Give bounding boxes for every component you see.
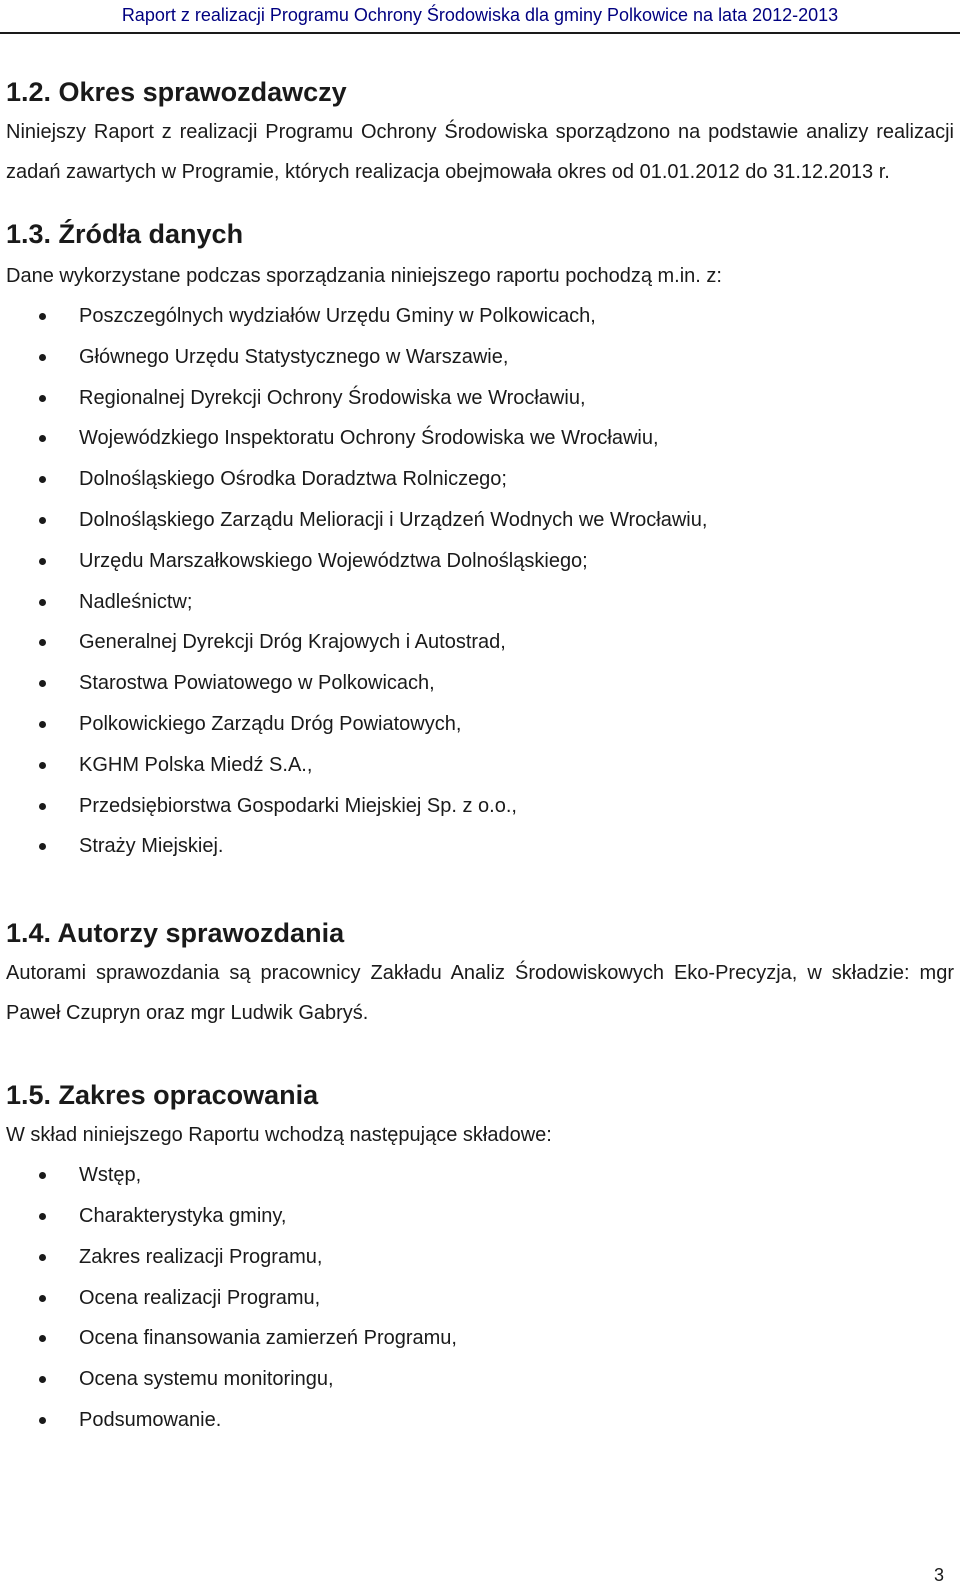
- scope-list: [6, 1155, 954, 1441]
- section-period-paragraph: Niniejszy Raport z realizacji Programu Ochrony Środowiska sporządzono na podstawie analizy realizacji zadań zawartych w Programie, których realizacja obejmowała okres od 01.01.2012 do 31.12.2013 r.: [6, 121, 954, 183]
- list-item: [6, 378, 954, 419]
- section-scope-intro: W skład niniejszego Raportu wchodzą następujące składowe:: [6, 1124, 552, 1147]
- list-item-text: Regionalnej Dyrekcji Ochrony Środowiska we Wrocławiu,: [79, 386, 586, 409]
- list-item: [6, 337, 954, 378]
- list-item: [6, 622, 954, 663]
- bullet-icon: [39, 639, 46, 646]
- list-item: [6, 418, 954, 459]
- list-item: [6, 786, 954, 827]
- list-item-text: Poszczególnych wydziałów Urzędu Gminy w Polkowicach,: [79, 305, 596, 327]
- list-item: [6, 663, 954, 704]
- bullet-icon: [39, 1172, 46, 1179]
- list-item-text: Starostwa Powiatowego w Polkowicach,: [79, 672, 435, 695]
- bullet-icon: [39, 476, 46, 483]
- bullet-icon: [39, 395, 46, 402]
- list-item: [6, 1318, 954, 1359]
- bullet-icon: [39, 680, 46, 687]
- list-item-text: Urzędu Marszałkowskiego Województwa Dolnośląskiego;: [79, 549, 588, 572]
- list-item: [6, 459, 954, 500]
- list-item-text: Podsumowanie.: [79, 1408, 222, 1431]
- list-item: [6, 1237, 954, 1278]
- bullet-icon: [39, 762, 46, 769]
- list-item-text: Generalnej Dyrekcji Dróg Krajowych i Autostrad,: [79, 631, 506, 654]
- list-item-text: KGHM Polska Miedź S.A.,: [79, 753, 313, 776]
- list-item: [6, 1278, 954, 1319]
- list-item-text: Nadleśnictw;: [79, 590, 193, 613]
- list-item: [6, 1155, 954, 1196]
- bullet-icon: [39, 354, 46, 361]
- page-content: [6, 72, 954, 1441]
- section-authors-paragraph: Autorami sprawozdania są pracownicy Zakładu Analiz Środowiskowych Eko-Precyzja, w składzie: mgr Paweł Czupryn oraz mgr Ludwik Gabryś.: [6, 962, 954, 1025]
- list-item: [6, 826, 954, 867]
- list-item-text: Dolnośląskiego Ośrodka Doradztwa Rolniczego;: [79, 468, 507, 491]
- bullet-icon: [39, 558, 46, 565]
- list-item: [6, 745, 954, 786]
- bullet-icon: [39, 1376, 46, 1383]
- list-item-text: Ocena systemu monitoringu,: [79, 1368, 334, 1391]
- bullet-icon: [39, 517, 46, 524]
- list-item: [6, 1196, 954, 1237]
- section-sources-intro: Dane wykorzystane podczas sporządzania niniejszego raportu pochodzą m.in. z:: [6, 265, 722, 287]
- bullet-icon: [39, 313, 46, 320]
- list-item: [6, 500, 954, 541]
- list-item-text: Straży Miejskiej.: [79, 835, 224, 858]
- bullet-icon: [39, 1254, 46, 1261]
- section-authors-heading: 1.4. Autorzy sprawozdania: [6, 918, 345, 949]
- list-item-text: Dolnośląskiego Zarządu Melioracji i Urządzeń Wodnych we Wrocławiu,: [79, 508, 708, 531]
- bullet-icon: [39, 721, 46, 728]
- header-rule: [0, 32, 960, 34]
- list-item-text: Charakterystyka gminy,: [79, 1204, 287, 1227]
- bullet-icon: [39, 803, 46, 810]
- list-item-text: Ocena finansowania zamierzeń Programu,: [79, 1327, 457, 1350]
- page-number: 3: [933, 1565, 944, 1585]
- list-item-text: Ocena realizacji Programu,: [79, 1286, 321, 1309]
- bullet-icon: [39, 599, 46, 606]
- section-sources-heading: 1.3. Źródła danych: [6, 219, 244, 249]
- list-item: [6, 704, 954, 745]
- list-item: [6, 582, 954, 623]
- list-item: [6, 1400, 954, 1441]
- sources-list: [6, 296, 954, 867]
- list-item: [6, 296, 954, 337]
- list-item: [6, 541, 954, 582]
- section-scope-heading: 1.5. Zakres opracowania: [6, 1080, 319, 1111]
- bullet-icon: [39, 1417, 46, 1424]
- list-item-text: Przedsiębiorstwa Gospodarki Miejskiej Sp. z o.o.,: [79, 794, 517, 817]
- list-item-text: Polkowickiego Zarządu Dróg Powiatowych,: [79, 712, 462, 735]
- section-period-heading: 1.2. Okres sprawozdawczy: [6, 77, 347, 107]
- bullet-icon: [39, 1213, 46, 1220]
- list-item-text: Głównego Urzędu Statystycznego w Warszawie,: [79, 345, 509, 368]
- list-item-text: Wstęp,: [79, 1164, 142, 1187]
- bullet-icon: [39, 1335, 46, 1342]
- list-item: [6, 1359, 954, 1400]
- running-header: Raport z realizacji Programu Ochrony Środowiska dla gminy Polkowice na lata 2012-2013: [121, 5, 839, 25]
- list-item-text: Wojewódzkiego Inspektoratu Ochrony Środowiska we Wrocławiu,: [79, 427, 659, 450]
- bullet-icon: [39, 843, 46, 850]
- list-item-text: Zakres realizacji Programu,: [79, 1245, 323, 1268]
- bullet-icon: [39, 435, 46, 442]
- bullet-icon: [39, 1295, 46, 1302]
